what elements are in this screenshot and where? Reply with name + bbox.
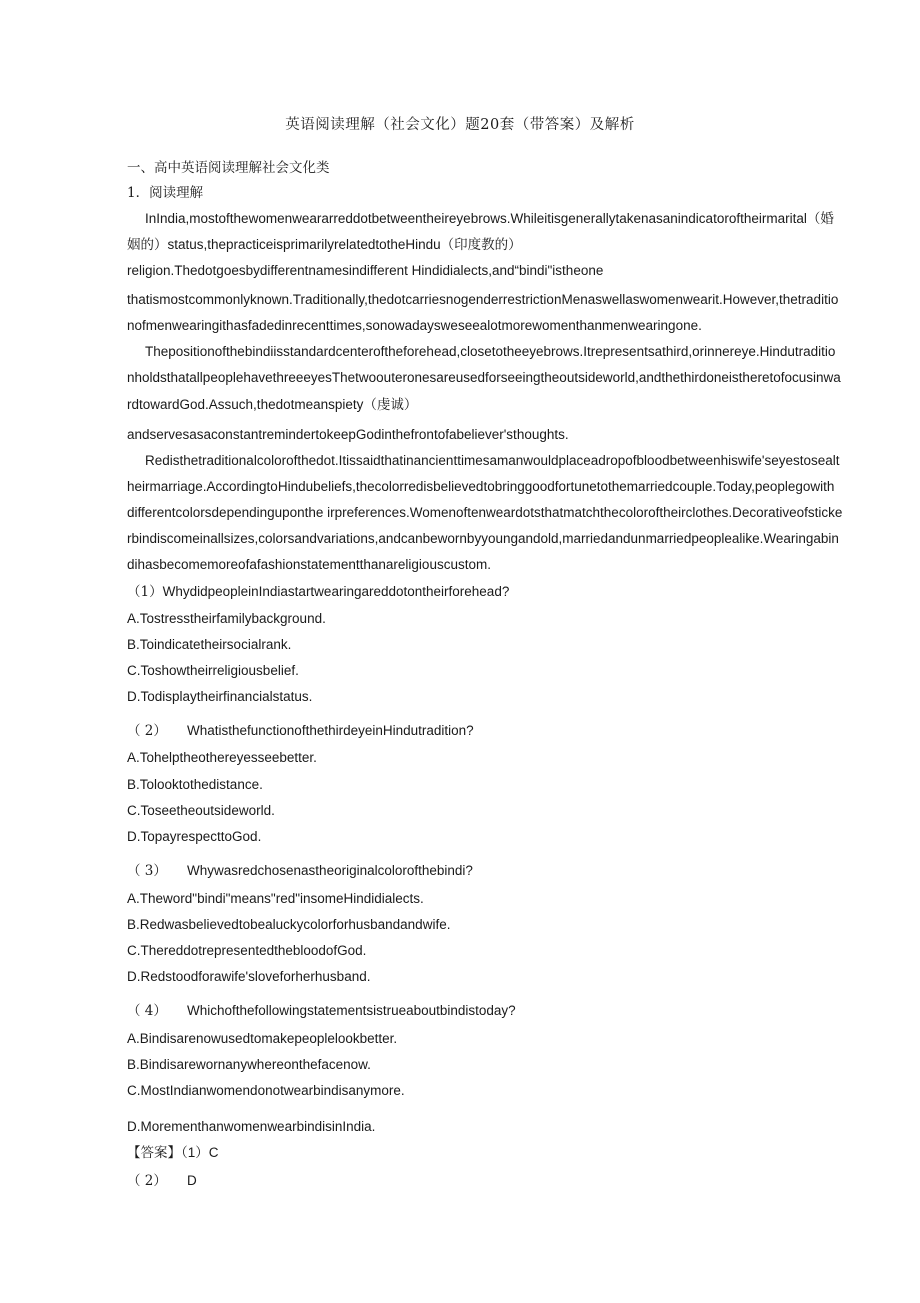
question-1-option-a: A.Tostresstheirfamilybackground. [127, 611, 326, 626]
question-3-stem [127, 861, 473, 881]
passage-p2-line-3: rdtowardGod.Assuch,thedotmeanspiety（虔诚） [127, 397, 418, 412]
passage-p1-line-3: religion.Thedotgoesbydifferentnamesindifferent Hindidialects,and“bindi"istheone [127, 263, 604, 278]
question-3-option-a: A.Theword"bindi"means"red"insomeHindidialects. [127, 891, 424, 906]
answer-line-1 [127, 1143, 219, 1163]
passage-p1-line-5: nofmenwearingithasfadedinrecenttimes,sonowadaysweseealotmorewomenthanmenwearingone. [127, 318, 702, 333]
question-2-option-b: B.Tolooktothedistance. [127, 777, 263, 792]
question-3-number: （ 3） [127, 863, 167, 879]
section-heading: 一、高中英语阅读理解社会文化类 [127, 160, 330, 176]
passage-p3-line-5: dihasbecomemoreofafashionstatementthanareligiouscustom. [127, 557, 491, 572]
question-1-text: WhydidpeopleinIndiastartwearingareddotontheirforehead? [162, 584, 510, 599]
page-title: 英语阅读理解（社会文化）题20套（带答案）及解析 [285, 117, 635, 133]
passage-p3-line-2: heirmarriage.AccordingtoHindubeliefs,thecolorredisbelievedtobringgoodfortunetothemarriedcouple.Today,peoplegowith [127, 479, 835, 494]
question-2-stem [127, 721, 474, 741]
question-3-option-c: C.ThereddotrepresentedthebloodofGod. [127, 943, 367, 958]
question-2-option-d: D.TopayrespecttoGod. [127, 829, 262, 844]
question-4-option-c: C.MostIndianwomendonotwearbindisanymore. [127, 1083, 405, 1098]
passage-p2-line-1: Thepositionofthebindiisstandardcenteroftheforehead,closetotheeyebrows.Itrepresentsathird,orinnereye.Hindutraditio [145, 344, 836, 359]
passage-p2-line-2: nholdsthatallpeoplehavethreeeyesThetwoouteronesareusedforseeingtheoutsideworld,andthethirdoneistheretofocusinwa [127, 370, 841, 385]
passage-p3-line-4: rbindiscomeinallsizes,colorsandvariations,andcanbewornbyyoungandold,marriedandunmarriedpeoplealike.Wearingabin [127, 531, 839, 546]
question-3-text: Whywasredchosenastheoriginalcolorofthebindi? [187, 863, 473, 878]
passage-p1-line-1: InIndia,mostofthewomenweararreddotbetweentheireyebrows.Whileitisgenerallytakenasanindicatoroftheirmarital（婚 [145, 211, 834, 226]
answer-1: （1）C [181, 1145, 219, 1160]
question-4-number: （ 4） [127, 1003, 167, 1019]
answer-2: D [187, 1173, 197, 1188]
question-4-stem [127, 1001, 516, 1021]
question-4-option-b: B.Bindisarewornanywhereonthefacenow. [127, 1057, 371, 1072]
question-1-option-c: C.Toshowtheirreligiousbelief. [127, 663, 299, 678]
passage-p2-line-4: andservesasaconstantremindertokeepGodinthefrontofabeliever'sthoughts. [127, 427, 569, 442]
answer-2-number: （ 2） [127, 1173, 167, 1189]
question-1-option-b: B.Toindicatetheirsocialrank. [127, 637, 292, 652]
question-1-stem [127, 582, 509, 602]
question-2-option-a: A.Tohelptheothereyesseebetter. [127, 750, 317, 765]
passage-p1-line-2: 姻的）status,thepracticeisprimarilyrelatedtotheHindu（印度教的） [127, 237, 522, 252]
answer-label: 【答案】 [127, 1145, 181, 1161]
question-4-text: Whichofthefollowingstatementsistrueaboutbindistoday? [187, 1003, 516, 1018]
question-1-number: （1） [127, 584, 163, 600]
question-2-number: （ 2） [127, 723, 167, 739]
passage-p1-line-4: thatismostcommonlyknown.Traditionally,thedotcarriesnogenderrestrictionMenaswellaswomenwearit.However,thetraditio [127, 292, 839, 307]
question-3-option-b: B.Redwasbelievedtobealuckycolorforhusbandandwife. [127, 917, 451, 932]
item-heading: 1．阅读理解 [127, 185, 204, 201]
question-2-text: WhatisthefunctionofthethirdeyeinHindutradition? [187, 723, 474, 738]
question-4-option-d: D.MorementhanwomenwearbindisinIndia. [127, 1119, 376, 1134]
question-2-option-c: C.Toseetheoutsideworld. [127, 803, 275, 818]
passage-p3-line-3: differentcolorsdependinguponthe irpreferences.Womenoftenweardotsthatmatchthecoloroftheirclothes.Decorativeofsticke [127, 505, 843, 520]
question-4-option-a: A.Bindisarenowusedtomakepeoplelookbetter. [127, 1031, 398, 1046]
question-1-option-d: D.Todisplaytheirfinancialstatus. [127, 689, 313, 704]
question-3-option-d: D.Redstoodforawife'sloveforherhusband. [127, 969, 371, 984]
passage-p3-line-1: Redisthetraditionalcolorofthedot.Itissaidthatinancienttimesamanwouldplaceadropofbloodbetweenhiswife'seyestosealt [145, 453, 840, 468]
answer-line-2 [127, 1171, 197, 1191]
